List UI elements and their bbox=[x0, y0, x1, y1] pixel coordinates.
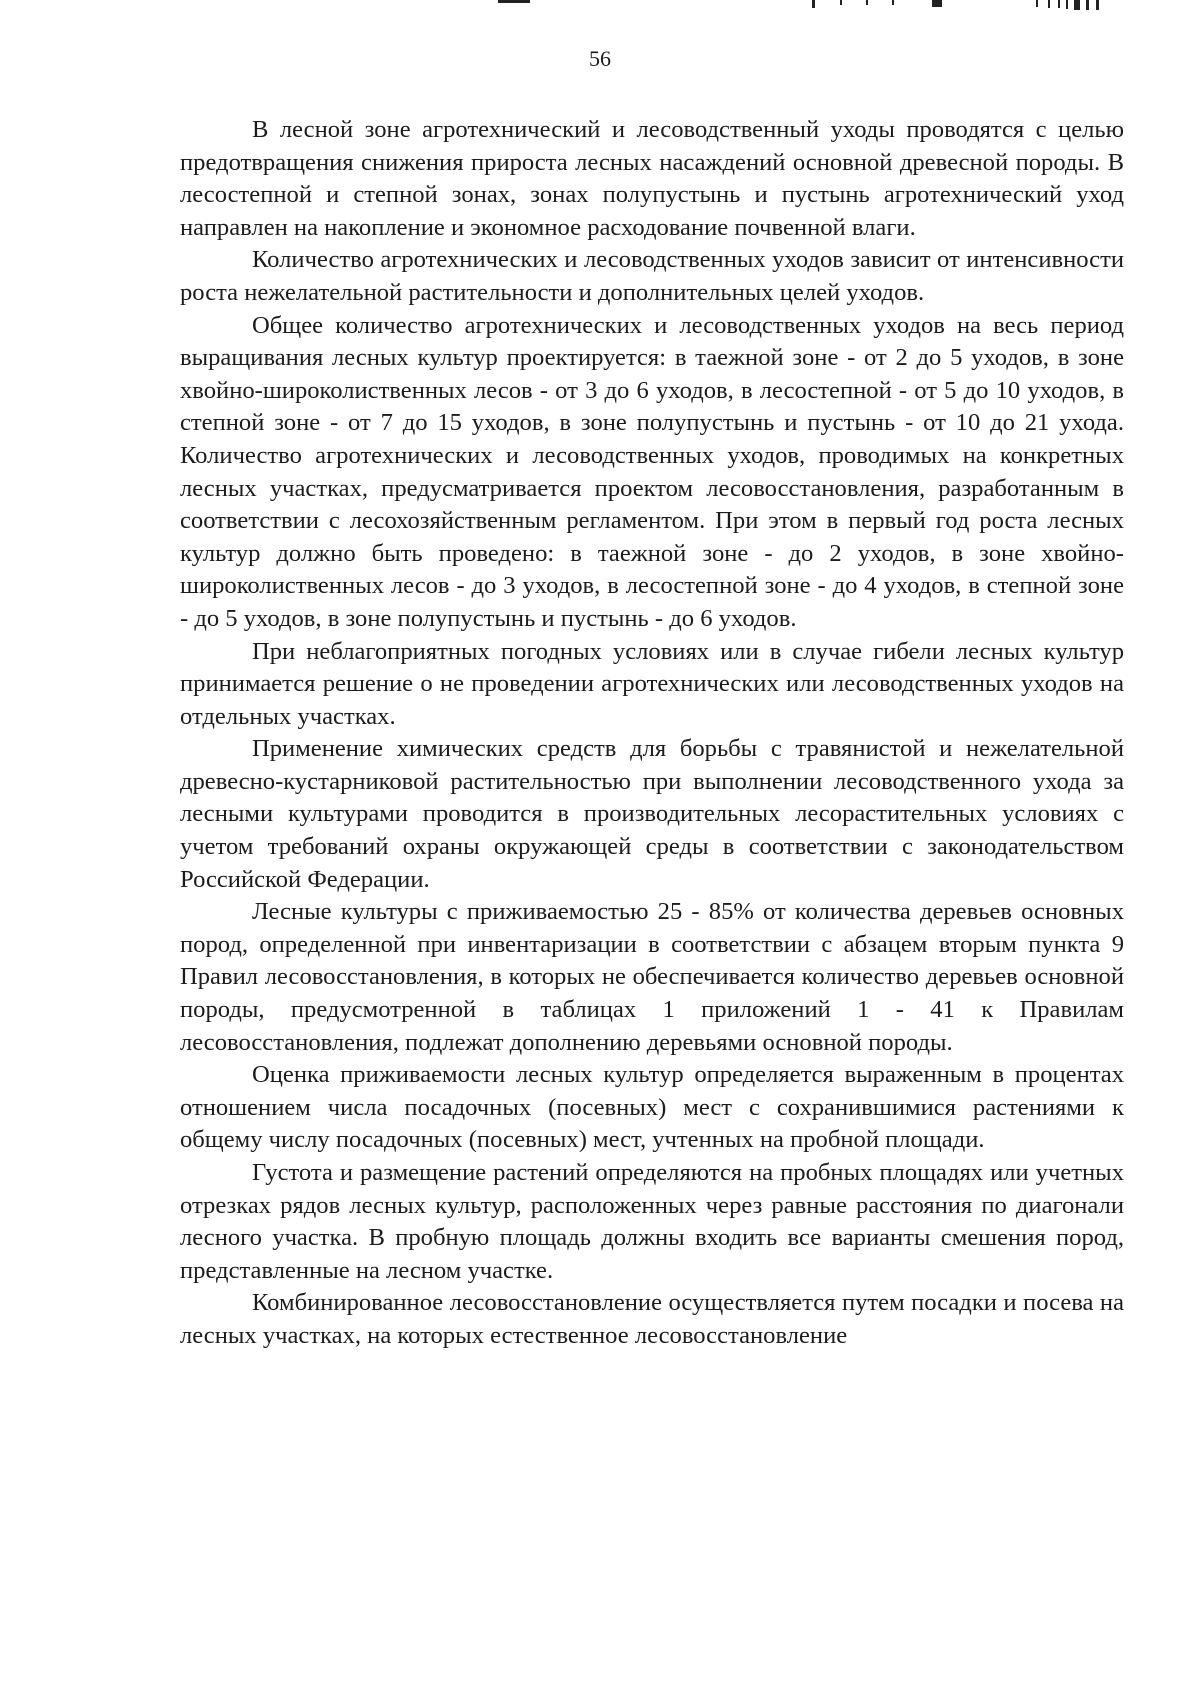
scan-mark bbox=[1096, 0, 1099, 10]
paragraph-density-placement: Густота и размещение растений определяются на пробных площадях или учетных отрезках рядов лесных культур, расположенных через равные расстояния по диагонали лесного участка. В пробную площадь должны входить все варианты смешения пород, представленные на лесном участке. bbox=[180, 1159, 1124, 1284]
paragraph-combined-reforestation: Комбинированное лесовосстановление осуществляется путем посадки и посева на лесных участках, на которых естественное лесовосстановление bbox=[180, 1289, 1124, 1349]
paragraph-survival-assessment: Оценка приживаемости лесных культур определяется выраженным в процентах отношением числа посадочных (посевных) мест с сохранившимися растениями к общему числу посадочных (посевных) мест, учтенных на пробной площади. bbox=[180, 1061, 1124, 1154]
scan-mark bbox=[1086, 0, 1089, 10]
scan-mark bbox=[1066, 0, 1068, 9]
document-body bbox=[180, 114, 1124, 1353]
scan-mark bbox=[498, 0, 530, 3]
scan-mark bbox=[1058, 0, 1060, 8]
scan-mark bbox=[840, 0, 842, 5]
paragraph-care-count-dependency: Количество агротехнических и лесоводственных уходов зависит от интенсивности роста нежелательной растительности и дополнительных целей уходов. bbox=[180, 246, 1124, 306]
scan-mark bbox=[1074, 0, 1080, 10]
paragraph-care-purpose: В лесной зоне агротехнический и лесоводственный уходы проводятся с целью предотвращения снижения прироста лесных насаждений основной древесной породы. В лесостепной и степной зонах, зонах полупустынь и пустынь агротехнический уход направлен на накопление и экономное расходование почвенной влаги. bbox=[180, 116, 1124, 241]
paragraph-chemical-means: Применение химических средств для борьбы с травянистой и нежелательной древесно-кустарниковой растительностью при выполнении лесоводственного ухода за лесными культурами проводится в производительных лесорастительных условиях с учетом требований охраны окружающей среды в соответствии с законодательством Российской Федерации. bbox=[180, 735, 1124, 893]
scan-mark bbox=[1048, 0, 1050, 8]
scan-mark bbox=[892, 0, 894, 5]
scan-mark bbox=[932, 0, 942, 7]
paragraph-total-care-count: Общее количество агротехнических и лесоводственных уходов на весь период выращивания лесных культур проектируется: в таежной зоне - от 2 до 5 уходов, в зоне хвойно-широколиственных лесов - от 3 до 6 уходов, в лесостепной - от 5 до 10 уходов, в степной зоне - от 7 до 15 уходов, в зоне полупустынь и пустынь - от 10 до 21 ухода. Количество агротехнических и лесоводственных уходов, проводимых на конкретных лесных участках, предусматривается проектом лесовосстановления, разработанным в соответствии с лесохозяйственным регламентом. При этом в первый год роста лесных культур должно быть проведено: в таежной зоне - до 2 уходов, в зоне хвойно-широколиственных лесов - до 3 уходов, в лесостепной зоне - до 4 уходов, в степной зоне - до 5 уходов, в зоне полупустынь и пустынь - до 6 уходов. bbox=[180, 311, 1124, 632]
scan-mark bbox=[866, 0, 868, 5]
page-number: 56 bbox=[589, 46, 611, 71]
paragraph-survival-rate: Лесные культуры с приживаемостью 25 - 85% от количества деревьев основных пород, определенной при инвентаризации в соответствии с абзацем вторым пункта 9 Правил лесовосстановления, в которых не обеспечивается количество деревьев основной породы, предусмотренной в таблицах 1 приложений 1 - 41 к Правилам лесовосстановления, подлежат дополнению деревьями основной породы. bbox=[180, 898, 1124, 1056]
scan-mark bbox=[812, 0, 815, 8]
scan-mark bbox=[1036, 0, 1038, 7]
paragraph-unfavorable-conditions: При неблагоприятных погодных условиях или в случае гибели лесных культур принимается решение о не проведении агротехнических или лесоводственных уходов на отдельных участках. bbox=[180, 637, 1124, 730]
scan-artifacts bbox=[0, 0, 1200, 14]
